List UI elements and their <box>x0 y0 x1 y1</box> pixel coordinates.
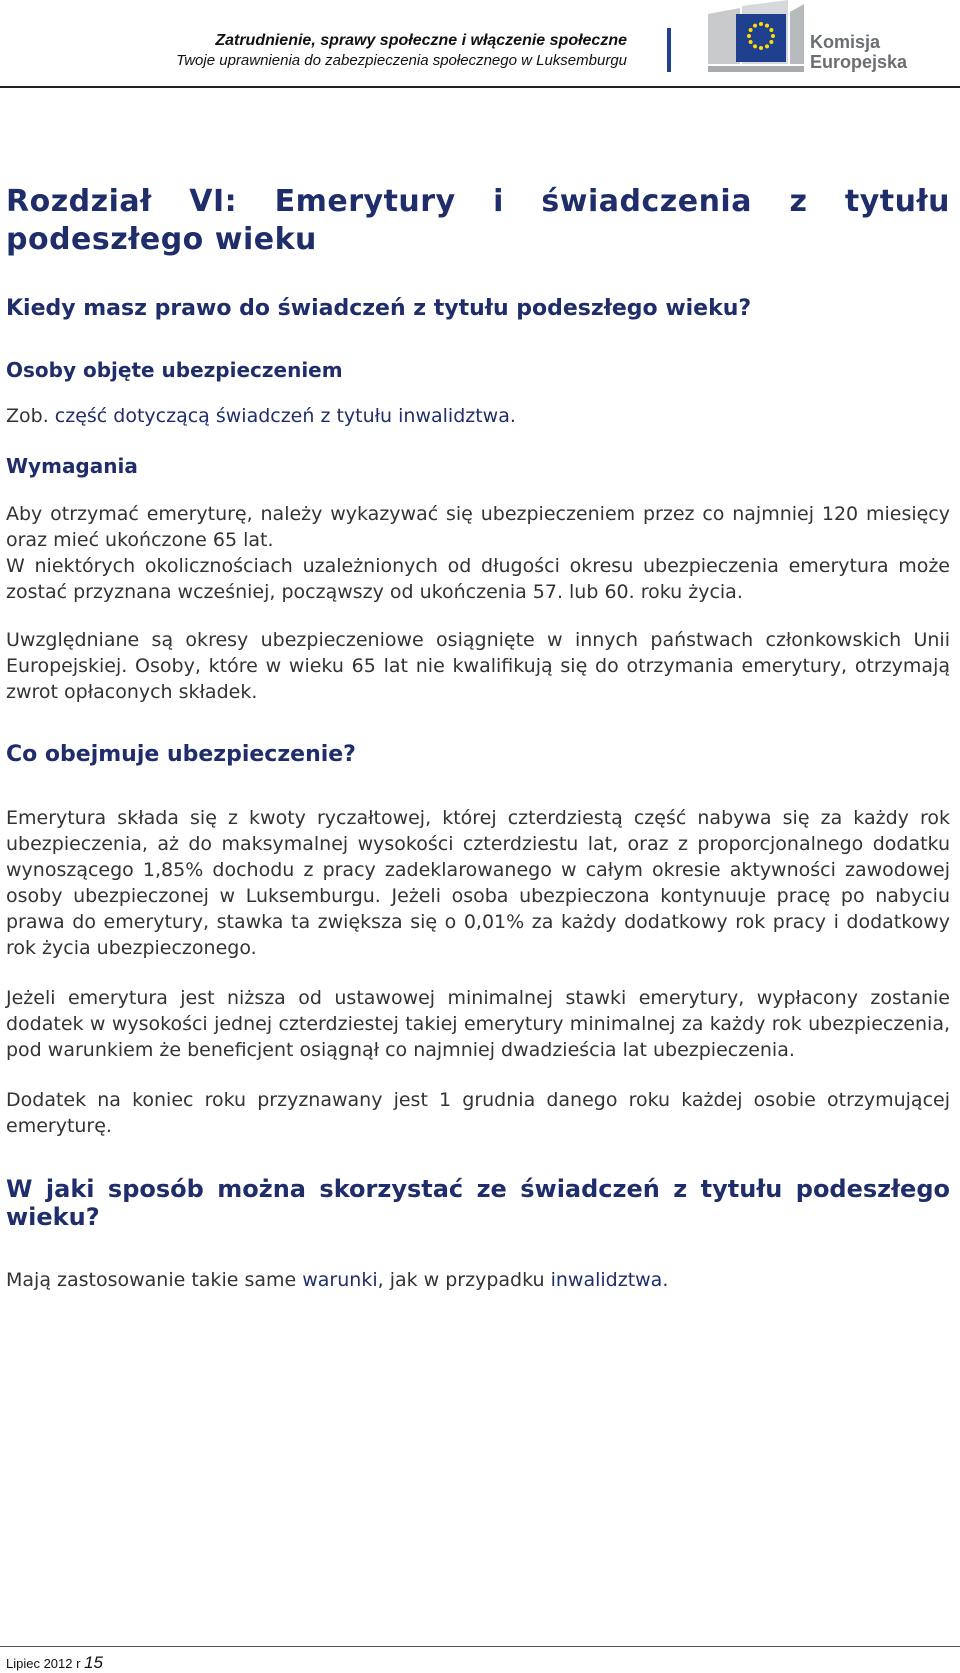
header-rule <box>0 86 960 88</box>
section-heading-coverage: Co obejmuje ubezpieczenie? <box>6 742 356 767</box>
chapter-title: Rozdział VI: Emerytury i świadczenia z tytułu podeszłego wieku <box>6 184 950 257</box>
claim-middle: , jak w przypadku <box>377 1269 551 1291</box>
subheading-requirements: Wymagania <box>6 454 138 478</box>
covered-prefix: Zob. <box>6 405 55 427</box>
coverage-paragraph-1: Emerytura składa się z kwoty ryczałtowej, której czterdziestą część nabywa się za każdy rok ubezpieczenia, aż do maksymalnej wysokości czterdziestu lat, oraz z proporcjonalnego dodatku wynoszącego 1,85% dochodu z pracy zadeklarowanego w całym okresie aktywności zawodowej osoby ubezpieczonej w Luksemburgu. Jeżeli osoba ubezpieczona kontynuuje pracę po nabyciu prawa do emerytury, stawka ta zwiększa się o 0,01% za każdy dodatkowy rok pracy i dodatkowy rok życia ubezpieczonego. <box>6 807 950 959</box>
logo-line2: Europejska <box>810 52 908 72</box>
logo-line1: Komisja <box>810 32 881 52</box>
document-body <box>6 183 950 1293</box>
invalidity-link-2[interactable]: inwalidztwa. <box>550 1269 669 1291</box>
page-number: 15 <box>84 1653 103 1672</box>
subheading-covered: Osoby objęte ubezpieczeniem <box>6 358 343 382</box>
covered-paragraph <box>6 403 950 429</box>
header-title: Zatrudnienie, sprawy społeczne i włączenie społeczne <box>215 32 627 49</box>
how-to-claim-paragraph <box>6 1267 950 1293</box>
footer-rule <box>0 1646 960 1647</box>
conditions-link[interactable]: warunki <box>302 1269 378 1291</box>
page-footer <box>6 1653 103 1673</box>
requirements-paragraph-2: W niektórych okolicznościach uzależnionych od długości okresu ubezpieczenia emerytura może zostać przyznana wcześniej, począwszy od ukończenia 57. lub 60. roku życia. <box>6 555 950 603</box>
header-subtitle: Twoje uprawnienia do zabezpieczenia społecznego w Luksemburgu <box>176 52 627 69</box>
section-heading-how-to-claim: W jaki sposób można skorzystać ze świadczeń z tytułu podeszłego wieku? <box>6 1175 950 1231</box>
claim-prefix: Mają zastosowanie takie same <box>6 1269 303 1291</box>
header-divider <box>667 28 671 72</box>
requirements-paragraph-3: Uwzględniane są okresy ubezpieczeniowe osiągnięte w innych państwach członkowskich Unii Europejskiej. Osoby, które w wieku 65 lat nie kwalifikują się do otrzymania emerytury, otrzymają zwrot opłaconych składek. <box>6 629 950 703</box>
header-text <box>176 31 627 71</box>
european-commission-logo <box>708 0 960 80</box>
section-heading-entitlement: Kiedy masz prawo do świadczeń z tytułu podeszłego wieku? <box>6 296 752 321</box>
footer-date: Lipiec 2012 r <box>6 1656 81 1671</box>
coverage-paragraph-2: Jeżeli emerytura jest niższa od ustawowej minimalnej stawki emerytury, wypłacony zostanie dodatek w wysokości jednej czterdziestej takiej emerytury minimalnej za każdy rok ubezpieczenia, pod warunkiem że beneficjent osiągnął co najmniej dwadzieścia lat ubezpieczenia. <box>6 987 950 1061</box>
page-header <box>0 0 960 90</box>
coverage-paragraph-3: Dodatek na koniec roku przyznawany jest 1 grudnia danego roku każdej osobie otrzymującej emeryturę. <box>6 1089 950 1137</box>
invalidity-link[interactable]: część dotyczącą świadczeń z tytułu inwalidztwa. <box>54 405 516 427</box>
requirements-paragraph-1: Aby otrzymać emeryturę, należy wykazywać się ubezpieczeniem przez co najmniej 120 miesięcy oraz mieć ukończone 65 lat. <box>6 503 950 551</box>
